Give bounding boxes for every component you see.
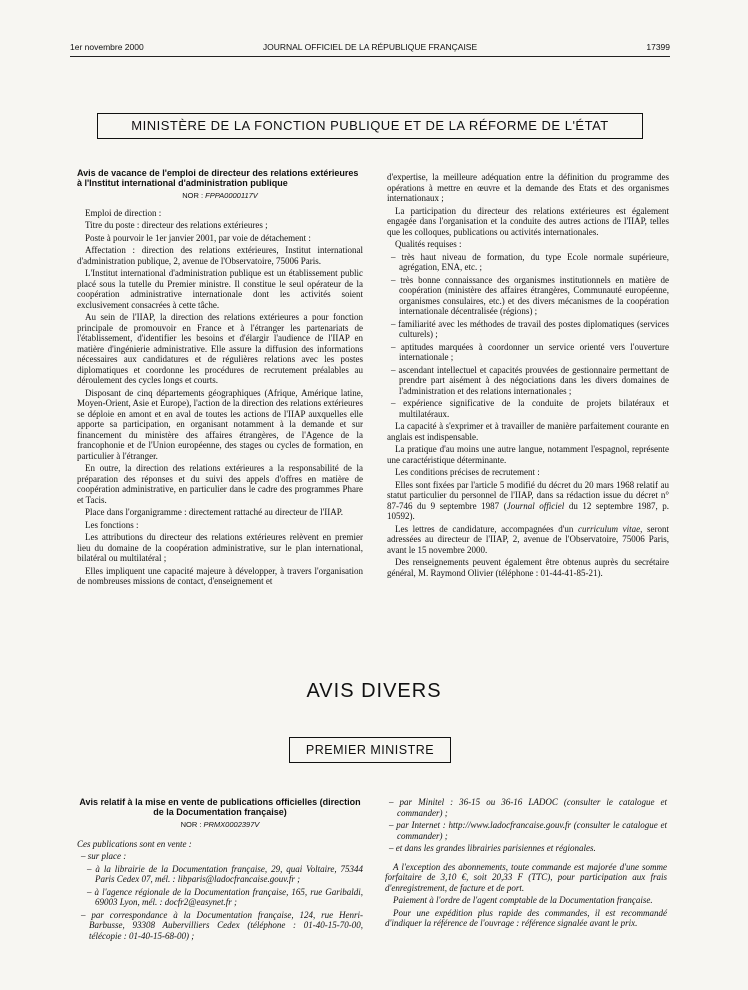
paragraph: La pratique d'au moins une autre langue, notamment l'espagnol, représente une caractéristique déterminante. [387,444,669,465]
article2-right-column [385,797,667,931]
paragraph: Affectation : direction des relations extérieures, Institut international d'administration publique, 2, avenue de l'Observatoire, 75006 Paris. [77,245,363,266]
article2-nor-code: PRMX0002397V [203,820,260,829]
paragraph: En outre, la direction des relations extérieures a la responsabilité de la préparation des réponses et du suivi des appels d'offres en matière de coopération administrative, en particulier dans le cadre des programmes Phare et Tacis. [77,463,363,505]
paragraph: Emploi de direction : [85,207,162,218]
list-item: – familiarité avec les méthodes de travail des postes diplomatiques (services culturels) ; [391,318,669,339]
paragraph: Les attributions du directeur des relations extérieures relèvent en premier lieu du domaine de la coopération administrative, sur le plan international, bilatéral ou multilatéral ; [77,532,363,563]
sub-list [77,864,363,908]
header-page-number: 17399 [646,42,670,52]
qualities-list [387,252,669,420]
qualities-label: Qualités requises : [395,239,462,249]
paragraph: Paiement à l'ordre de l'agent comptable de la Documentation française. [393,895,653,905]
list-item: – très bonne connaissance des organismes institutionnels en matière de coopération (ministère des affaires étrangères, Communauté européenne, organismes consulaires, etc.) et des divers mécanismes de la coopération internationale décentralisée (régions) ; [391,274,669,316]
header-rule [70,56,670,57]
section-title: AVIS DIVERS [306,680,442,702]
paragraph: La capacité à s'exprimer et à travailler de manière parfaitement courante en anglais est indispensable. [387,421,669,442]
ministry-heading-box: MINISTÈRE DE LA FONCTION PUBLIQUE ET DE LA RÉFORME DE L'ÉTAT [97,113,643,139]
list-item: – très haut niveau de formation, du type Ecole normale supérieure, agrégation, ENA, etc. ; [391,251,669,272]
sales-list-continued [385,797,667,854]
list-item: – par correspondance à la Documentation française, 124, rue Henri-Barbusse, 93308 Aubervilliers Cedex (téléphone : 01-40-15-70-00, télécopie : 01-40-15-68-00) ; [81,909,363,941]
list-item: – par Internet : http://www.ladocfrancaise.gouv.fr (consulter le catalogue et commander) ; [389,820,667,841]
paragraph: Pour une expédition plus rapide des commandes, il est recommandé d'indiquer la référence de l'ouvrage : référence signalée avant le prix. [385,907,667,928]
paragraph: Elles impliquent une capacité majeure à développer, à travers l'organisation de nombreuses missions de contact, d'enseignement et [77,565,363,586]
list-item: – expérience significative de la conduite de projets bilatéraux et multilatéraux. [391,398,670,419]
paragraph: Elles sont fixées par l'article 5 modifié du décret du 20 mars 1968 relatif au statut particulier du personnel de l'IIAP, dans sa rédaction issue du décret n° 87-746 du 9 septembre 1987 (Journal officiel du 12 septembre 1987, p. 10592). [387,479,670,521]
list-item [77,864,363,908]
article1-left-column [77,168,363,589]
paragraph: Les lettres de candidature, accompagnées d'un curriculum vitae, seront adressées au directeur de l'IIAP, 2, avenue de l'Observatoire, 75006 Paris, avant le 15 novembre 2000. [387,523,669,555]
header-journal-title: JOURNAL OFFICIEL DE LA RÉPUBLIQUE FRANÇAISE [262,42,478,52]
paragraph: Les fonctions : [85,519,139,530]
premier-ministre-box: PREMIER MINISTRE [289,737,451,763]
paragraph: Des renseignements peuvent également être obtenus auprès du secrétaire général, M. Raymond Olivier (téléphone : 01-44-41-85-21). [387,557,669,578]
paragraph: Au sein de l'IIAP, la direction des relations extérieures a pour fonction principale de promouvoir en France et à l'étranger les partenariats de l'établissement, d'identifier les besoins et d'élargir l'audience de l'IIAP en matière d'ingénierie administrative. Elle assure la diffusion des informations nécessaires aux candidatures et de régulières relations avec les postes diplomatiques et coordonne les procédures de recrutement préalables au déroulement des cycles longs et courts. [77,312,363,385]
list-item: – à la librairie de la Documentation française, 29, quai Voltaire, 75344 Paris Cedex 07, mél. : libparis@ladocfrancaise.gouv.fr ; [87,863,363,884]
article1-nor: NOR : FPPA0000117V [182,191,258,200]
page-header [70,42,670,56]
list-item: – sur place : [81,851,127,861]
paragraph: Titre du poste : directeur des relations extérieures ; [85,220,268,230]
article2-title: Avis relatif à la mise en vente de publications officielles (direction de la Documentation française) [79,797,361,817]
list-item: – à l'agence régionale de la Documentation française, 165, rue Garibaldi, 69003 Lyon, mél. : docfr2@easynet.fr ; [87,886,363,907]
article1-nor-code: FPPA0000117V [205,191,258,200]
paragraph: La participation du directeur des relations extérieures est également engagée dans l'organisation et la conduite des autres actions de l'IIAP, telles que les colloques, publications ou activités internationales. [387,205,669,237]
list-item: – ascendant intellectuel et capacités prouvées de gestionnaire permettant de prendre part aisément à des négociations dans les divers domaines de l'administration et des relations internationales ; [391,364,670,396]
article1-title: Avis de vacance de l'emploi de directeur des relations extérieures à l'Institut international d'administration publique [77,168,359,188]
list-item: – et dans les grandes librairies parisiennes et régionales. [389,843,596,853]
sales-list [77,851,363,941]
list-item: – par Minitel : 36-15 ou 36-16 LADOC (consulter le catalogue et commander) ; [389,797,667,818]
paragraph: L'Institut international d'administration publique est un établissement public placé sous la tutelle du Premier ministre. Il constitue le seul opérateur de la coopération administrative internationale dont les activités soient exclusivement consacrées à cette tâche. [77,268,363,310]
paragraph: Les conditions précises de recrutement : [395,467,540,477]
article2-nor: NOR : PRMX0002397V [180,820,260,829]
paragraph: A l'exception des abonnements, toute commande est majorée d'une somme forfaitaire de 3,10 €, soit 20,33 F (TTC), pour participation aux frais d'enregistrement, de facture et de port. [385,861,667,893]
paragraph: Disposant de cinq départements géographiques (Afrique, Amérique latine, Moyen-Orient, Asie et Europe), l'action de la direction des relations extérieures se déploie en amont et en aval de toutes les actions de l'IIAP auxquelles elle apporte sa participation, en organisant notamment à la demande et sur financement du ministère des affaires étrangères, de l'Agence de la francophonie et de l'Union européenne, des stages ou cycles de formation, en particulier à l'étranger. [77,387,363,461]
article1-right-column [387,172,669,580]
paragraph: Place dans l'organigramme : directement rattaché au directeur de l'IIAP. [85,507,343,517]
article2-left-column [77,797,363,943]
list-item: – aptitudes marquées à coordonner un service orienté vers l'ouverture internationale ; [391,341,670,362]
paragraph: Ces publications sont en vente : [77,838,192,849]
paragraph: d'expertise, la meilleure adéquation entre la définition du programme des opérations à mettre en œuvre et la demande des Etats et des organismes internationaux ; [387,172,669,203]
paragraph: Poste à pourvoir le 1er janvier 2001, par voie de détachement : [85,232,311,243]
header-date: 1er novembre 2000 [70,42,144,52]
